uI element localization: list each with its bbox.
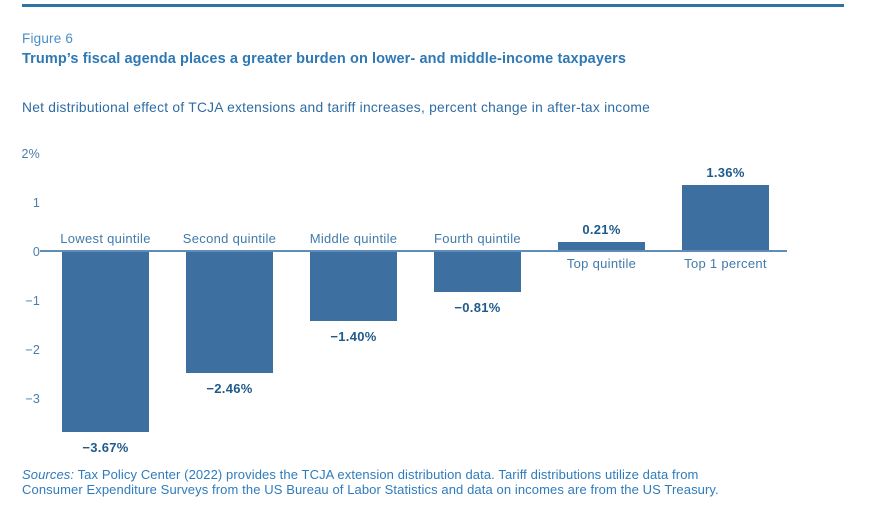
bar-middle-quintile xyxy=(310,252,397,321)
category-label: Middle quintile xyxy=(309,231,398,246)
value-label: −1.40% xyxy=(330,328,377,344)
category-label: Fourth quintile xyxy=(434,231,521,246)
sources-prefix: Sources: xyxy=(22,467,75,482)
y-tick-label: −1 xyxy=(25,294,40,308)
value-label: 1.36% xyxy=(706,165,745,181)
figure-number-label: Figure 6 xyxy=(22,31,74,46)
figure-title: Trump’s fiscal agenda places a greater burden on lower- and middle-income taxpayers xyxy=(22,51,627,67)
category-label: Second quintile xyxy=(182,231,277,246)
y-tick-label: 1 xyxy=(32,196,40,210)
sources-line-1: Tax Policy Center (2022) provides the TCJA extension distribution data. Tariff distributions utilize data from xyxy=(74,467,699,482)
category-label: Lowest quintile xyxy=(60,231,151,246)
zero-axis-line xyxy=(40,250,787,252)
figure-subtitle: Net distributional effect of TCJA extensions and tariff increases, percent change in after-tax income xyxy=(22,100,651,115)
y-tick-label: −2 xyxy=(25,343,40,357)
value-label: −2.46% xyxy=(206,380,253,396)
value-label: −3.67% xyxy=(82,439,129,455)
value-label: −0.81% xyxy=(454,299,501,315)
y-tick-label: −3 xyxy=(25,392,40,406)
y-tick-label: 2% xyxy=(21,147,40,161)
bar-second-quintile xyxy=(186,252,273,373)
sources-note xyxy=(22,468,882,497)
category-label: Top quintile xyxy=(566,256,637,271)
value-label: 0.21% xyxy=(582,221,621,237)
sources-line-2: Consumer Expenditure Surveys from the US Bureau of Labor Statistics and data on incomes are from the US Treasury. xyxy=(22,481,719,497)
bar-fourth-quintile xyxy=(434,252,521,292)
bar-lowest-quintile xyxy=(62,252,149,432)
category-label: Top 1 percent xyxy=(684,256,767,271)
bar-top-1-percent xyxy=(682,185,769,252)
y-tick-label: 0 xyxy=(32,245,40,259)
